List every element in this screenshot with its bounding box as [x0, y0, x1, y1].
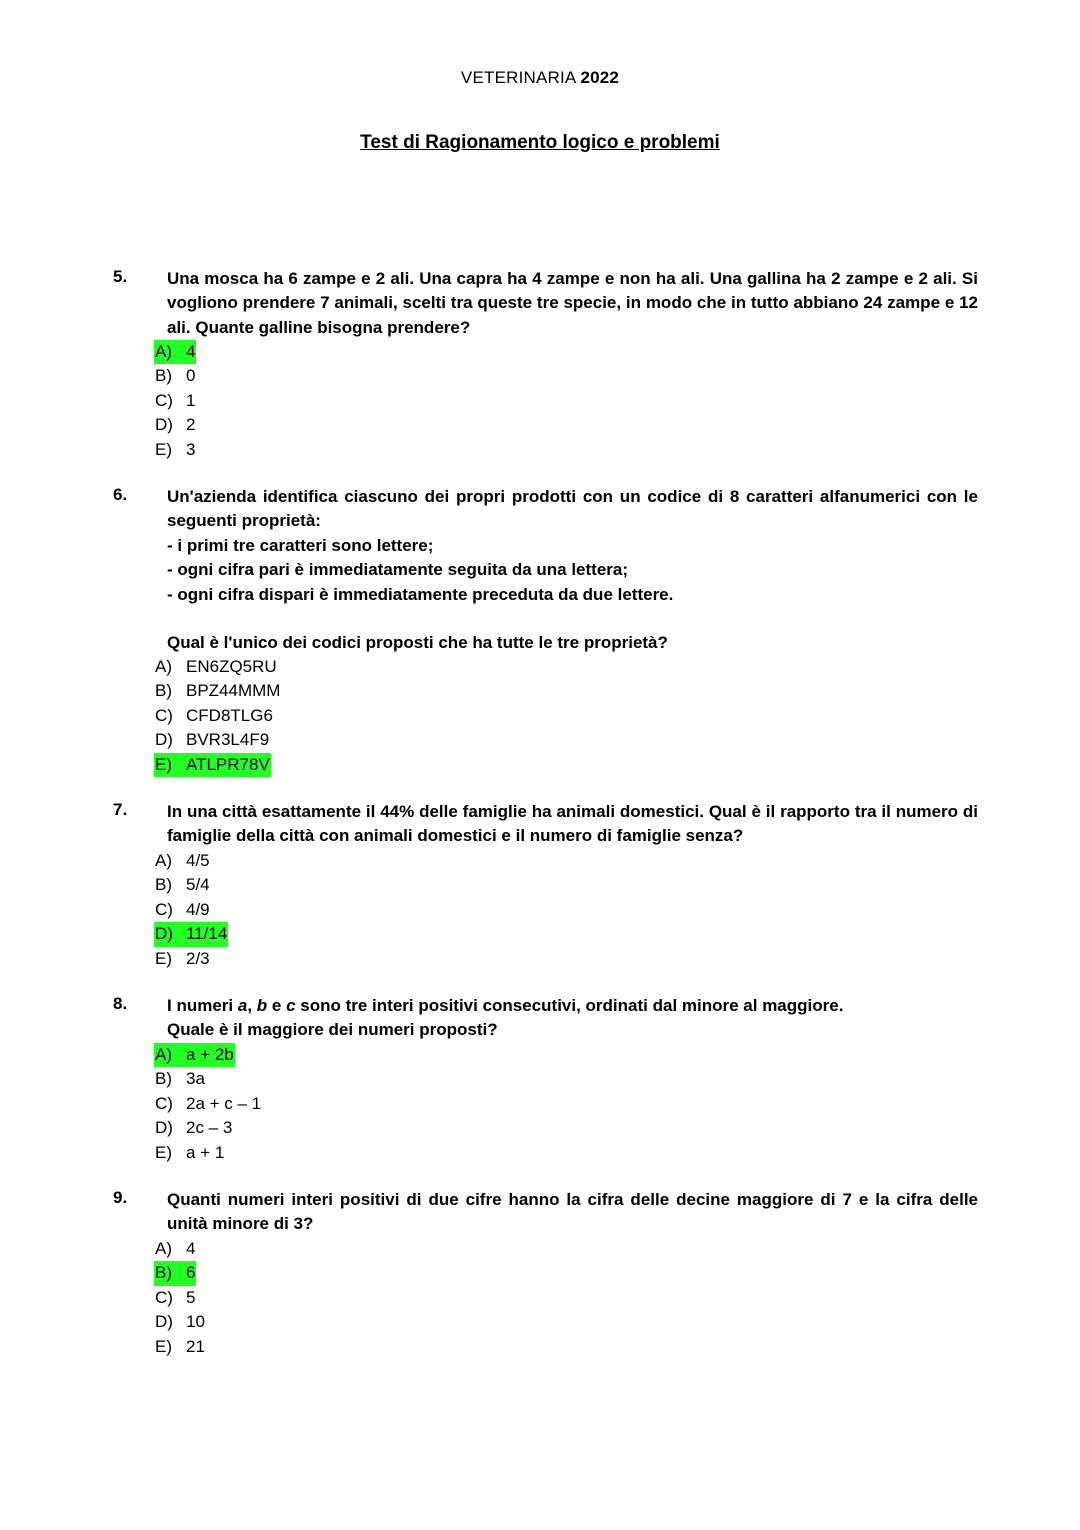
answer-options [154, 340, 196, 462]
option-b[interactable]: B) BPZ44MMM [155, 681, 281, 701]
answer-options [154, 849, 228, 971]
option-d[interactable]: D) 10 [155, 1312, 205, 1332]
option-e[interactable]: E) 2/3 [155, 948, 210, 968]
question-line: Qual è l'unico dei codici proposti che ha tutte le tre proprietà? [167, 633, 668, 653]
question-line: I numeri a, b e c sono tre interi positivi consecutivi, ordinati dal minore al maggiore. [167, 996, 844, 1015]
option-e[interactable]: E) 21 [155, 1336, 205, 1356]
option-c[interactable]: C) 2a + c – 1 [155, 1093, 262, 1113]
option-b[interactable]: B) 6 [154, 1261, 206, 1285]
option-c[interactable]: C) 4/9 [155, 899, 210, 919]
option-d[interactable]: D) BVR3L4F9 [155, 730, 270, 750]
question-line: Quanti numeri interi positivi di due cifre hanno la cifra delle decine maggiore di 7 e la cifra delle unità minore di 3? [167, 1190, 978, 1234]
question-text [167, 485, 978, 656]
option-d[interactable]: D) 11/14 [154, 922, 228, 946]
option-e[interactable]: E) ATLPR78V [154, 753, 281, 777]
answer-options [154, 655, 281, 777]
option-c[interactable]: C) 1 [155, 390, 196, 410]
option-a[interactable]: A) 4/5 [155, 851, 210, 870]
option-b[interactable]: B) 5/4 [155, 875, 210, 895]
option-a[interactable]: A) a + 2b [154, 1043, 262, 1067]
option-c[interactable]: C) 5 [155, 1287, 196, 1307]
option-c[interactable]: C) CFD8TLG6 [155, 705, 273, 725]
question-line: Una mosca ha 6 zampe e 2 ali. Una capra ha 4 zampe e non ha ali. Una gallina ha 2 zampe e 2 ali. Si vogliono prendere 7 animali, scelti tra queste tre specie, in modo che in tutto abbiano 24 zampe e 12 ali. Quante galline bisogna prendere? [167, 269, 978, 337]
option-e[interactable]: E) a + 1 [155, 1142, 225, 1162]
spacer [167, 607, 978, 631]
option-a[interactable]: A) 4 [155, 1239, 196, 1258]
question-number: 8. [113, 994, 128, 1013]
question-number: 7. [113, 800, 128, 819]
option-b[interactable]: B) 0 [155, 366, 196, 386]
option-e[interactable]: E) 3 [155, 439, 196, 459]
subject-label: VETERINARIA [460, 68, 576, 87]
question-text [167, 994, 978, 1043]
question-number: 6. [113, 485, 128, 504]
document-header [0, 68, 1080, 88]
question-line: - i primi tre caratteri sono lettere; [167, 535, 434, 555]
answer-options [154, 1237, 206, 1359]
answer-options [154, 1043, 262, 1165]
option-a[interactable]: A) 4 [154, 340, 196, 364]
question-text [167, 800, 978, 849]
page-title: Test di Ragionamento logico e problemi [360, 132, 720, 153]
question-text [167, 267, 978, 340]
option-d[interactable]: D) 2c – 3 [155, 1118, 233, 1138]
option-a[interactable]: A) EN6ZQ5RU [155, 657, 277, 676]
question-number: 5. [113, 267, 128, 286]
question-number: 9. [113, 1188, 128, 1207]
option-b[interactable]: B) 3a [155, 1069, 205, 1089]
question-line: Quale è il maggiore dei numeri proposti? [167, 1020, 498, 1040]
question-line: - ogni cifra dispari è immediatamente preceduta da due lettere. [167, 584, 674, 604]
year-label: 2022 [580, 68, 620, 87]
question-line: - ogni cifra pari è immediatamente seguita da una lettera; [167, 560, 629, 580]
option-d[interactable]: D) 2 [155, 415, 196, 435]
question-line: In una città esattamente il 44% delle famiglie ha animali domestici. Qual è il rapporto tra il numero di famiglie della città con animali domestici e il numero di famiglie senza? [167, 802, 978, 846]
question-text [167, 1188, 978, 1237]
question-line: Un'azienda identifica ciascuno dei propri prodotti con un codice di 8 caratteri alfanumerici con le seguenti proprietà: [167, 487, 978, 531]
